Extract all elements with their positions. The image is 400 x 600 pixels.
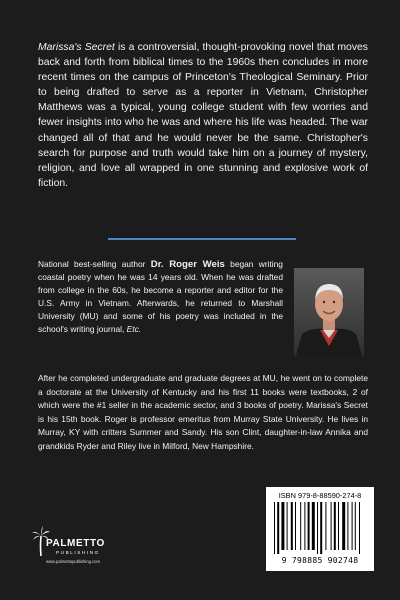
barcode-bar [320, 502, 322, 554]
barcode-bar [355, 502, 356, 550]
synopsis-text: is a controversial, thought-provoking novel that moves back and forth from biblical times to the 1960s then concludes in more recent times on the campus of Princeton's Theological Seminary. Prior to being drafted to serve as a reporter in Vietnam, Christopher Matthews was a typical, young college student with few worries and fewer insights into who he was and where his life was headed. The war changed all of that and he would never be the same. Christopher's search for purpose and truth would take him on a journey of mystery, religion, and love all wrapped in one stunning and explosive work of fiction. [38, 42, 368, 189]
synopsis [38, 40, 368, 191]
barcode [266, 487, 374, 571]
barcode-bar [295, 502, 296, 550]
author-name: Dr. Roger Weis [150, 259, 225, 270]
barcode-bar [308, 502, 310, 550]
book-title: Marissa's Secret [38, 42, 115, 53]
isbn-label: ISBN 979-8-88590-274-8 [278, 491, 362, 500]
author-bio-career: After he completed undergraduate and graduate degrees at MU, he went on to complete a doctorate at the University of Kentucky and his first 11 books were textbooks, 2 of which were the #1 seller in the academic sector, and 3 books of poetry. Marissa's Secret is his 15th book. Roger is professor emeritus from Murray State University. He lives in Murray, KY with critters Summer and Sandy. His son Clint, daughter-in-law Annika and grandkids Ryder and Riley live in Milford, New Hampshire. [38, 373, 368, 451]
barcode-bar [359, 502, 360, 554]
barcode-bar [347, 502, 348, 550]
barcode-bar [342, 502, 345, 550]
publisher-name: PALMETTO [46, 538, 105, 549]
barcode-bars [272, 502, 368, 554]
publisher-logo [32, 522, 122, 572]
barcode-bar [312, 502, 315, 550]
author-bio-intro [38, 258, 283, 337]
barcode-bar [325, 502, 326, 550]
bio-lead: National best-selling author [38, 259, 151, 269]
barcode-bar [352, 502, 353, 550]
barcode-bar [287, 502, 288, 550]
barcode-bar [331, 502, 332, 550]
barcode-bar [277, 502, 279, 554]
barcode-bar [300, 502, 301, 550]
author-photo [294, 268, 364, 356]
divider [108, 238, 296, 240]
barcode-bar [317, 502, 318, 554]
barcode-bar [281, 502, 284, 550]
barcode-bar [334, 502, 336, 550]
publisher-url: www.palmettopublishing.com [46, 559, 100, 564]
barcode-bar [291, 502, 293, 550]
publisher-sub: PUBLISHING [56, 550, 100, 555]
barcode-number: 9 798885 902748 [281, 556, 359, 565]
barcode-bar [274, 502, 275, 554]
journal-name: Etc. [126, 324, 142, 335]
barcode-bar [338, 502, 339, 550]
bio-part1: began writing coastal poetry when he was 14 years old. When he was drafted from college in the 60s, he become a reporter and editor for the U.S. Army in Vietnam. Afterwards, he returned to Marshall University (MU) and some of his poetry was included in the school's writing journal, [38, 259, 283, 335]
barcode-bar [304, 502, 305, 550]
